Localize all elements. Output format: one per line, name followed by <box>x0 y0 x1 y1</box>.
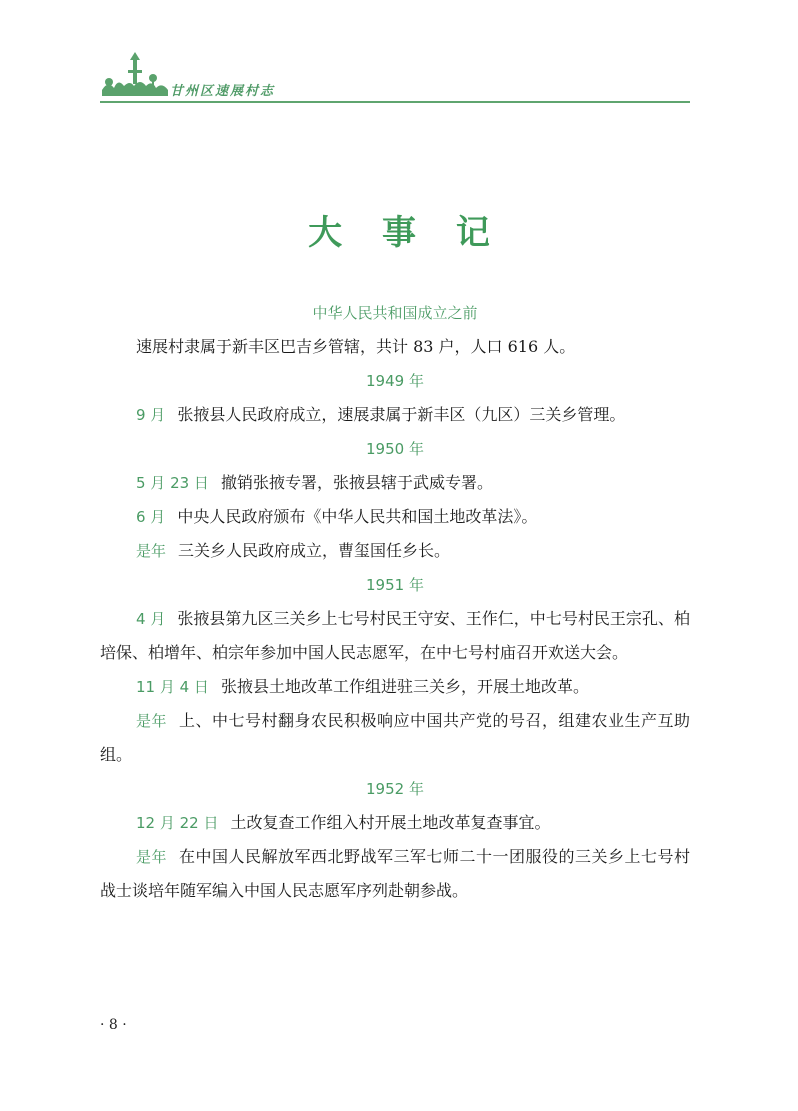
entry-date: 5 月 23 日 <box>136 474 209 492</box>
section-heading: 1952 年 <box>366 780 424 798</box>
running-header <box>100 48 690 104</box>
entry <box>100 330 690 364</box>
entry <box>100 670 690 704</box>
entry <box>100 500 690 534</box>
entry-text: 张掖县土地改革工作组进驻三关乡，开展土地改革。 <box>220 677 589 696</box>
entry-text: 土改复查工作组入村开展土地改革复查事宜。 <box>230 813 551 832</box>
header-rule <box>100 101 690 103</box>
page-title: 大 事 记 <box>308 213 504 253</box>
entry <box>100 534 690 568</box>
section-heading: 1950 年 <box>366 440 424 458</box>
section-heading: 中华人民共和国成立之前 <box>312 304 478 322</box>
entry-date: 9 月 <box>136 406 166 424</box>
chronicle-body <box>100 296 690 908</box>
entry-text: 撤销张掖专署，张掖县辖于武威专署。 <box>220 473 493 492</box>
entry <box>100 704 690 772</box>
entry-text: 上、中七号村翻身农民积极响应中国共产党的号召，组建农业生产互助组。 <box>100 711 690 764</box>
landscape-monument-icon <box>100 50 170 100</box>
entry <box>100 806 690 840</box>
entry-date: 6 月 <box>136 508 166 526</box>
entry-date: 是年 <box>136 848 167 866</box>
entry-text: 速展村隶属于新丰区巴吉乡管辖，共计 83 户，人口 616 人。 <box>136 337 576 356</box>
entry-text: 三关乡人民政府成立，曹玺国任乡长。 <box>178 541 451 560</box>
entry-date: 11 月 4 日 <box>136 678 209 696</box>
entry-text: 在中国人民解放军西北野战军三军七师二十一团服役的三关乡上七号村战士谈培年随军编入中国人民志愿军序列赴朝参战。 <box>100 847 690 900</box>
entry-date: 4 月 <box>136 610 166 628</box>
entry-text: 张掖县第九区三关乡上七号村民王守安、王作仁，中七号村民王宗孔、柏培保、柏增年、柏宗年参加中国人民志愿军，在中七号村庙召开欢送大会。 <box>100 609 690 662</box>
entry-text: 中央人民政府颁布《中华人民共和国土地改革法》。 <box>177 507 538 526</box>
header-title: 甘州区速展村志 <box>170 84 276 99</box>
entry-date: 12 月 22 日 <box>136 814 219 832</box>
entry-date: 是年 <box>136 542 167 560</box>
entry <box>100 398 690 432</box>
entry <box>100 602 690 670</box>
entry-date: 是年 <box>136 712 167 730</box>
section-heading: 1949 年 <box>366 372 424 390</box>
entry <box>100 840 690 908</box>
section-heading: 1951 年 <box>366 576 424 594</box>
page-number: · 8 · <box>100 1017 127 1033</box>
entry-text: 张掖县人民政府成立，速展隶属于新丰区（九区）三关乡管理。 <box>177 405 626 424</box>
entry <box>100 466 690 500</box>
